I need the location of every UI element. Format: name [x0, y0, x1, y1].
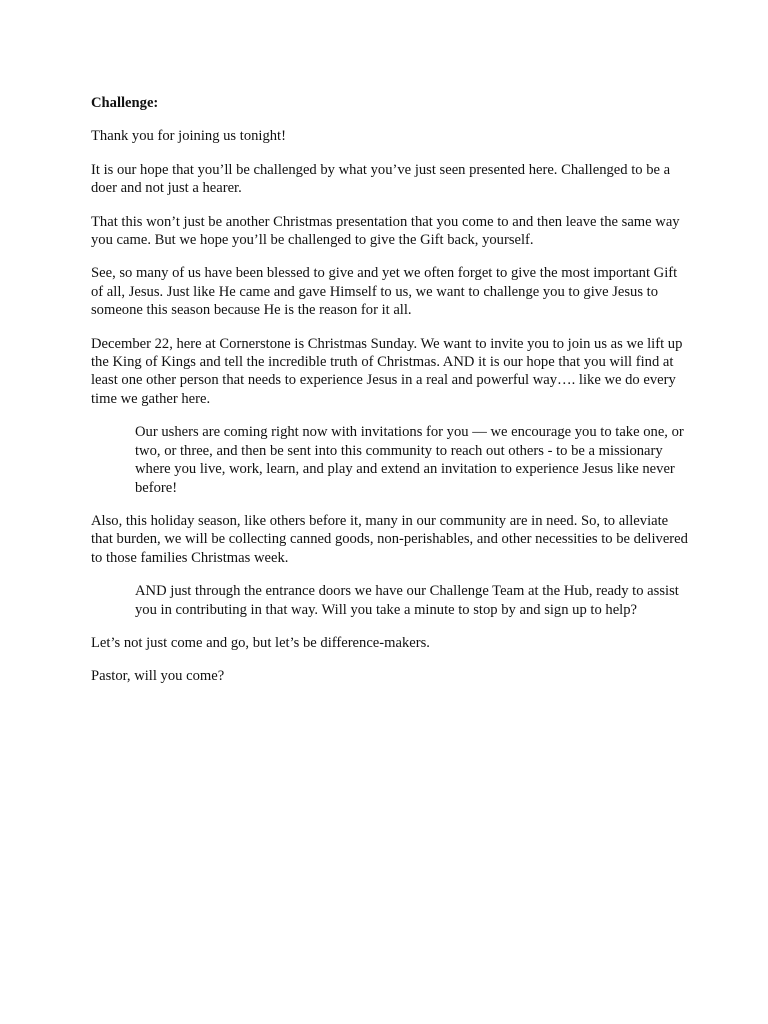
- paragraph-december: December 22, here at Cornerstone is Christmas Sunday. We want to invite you to join us as we lift up the King of Kings and tell the incredible truth of Christmas. AND it is our hope that you will find at least one other person that needs to experience Jesus in a real and powerful way…. like we do every time we gather here.: [91, 335, 683, 407]
- document-heading: Challenge:: [91, 95, 159, 111]
- paragraph-holiday: Also, this holiday season, like others before it, many in our community are in need. So, to alleviate that burden, we will be collecting canned goods, non-perishables, and other necessities to be delivered to those families Christmas week.: [91, 512, 688, 566]
- paragraph-pastor: Pastor, will you come?: [91, 668, 225, 685]
- paragraph-ushers: Our ushers are coming right now with invitations for you — we encourage you to take one, or two, or three, and then be sent into this community to reach out others - to be a missionary where you live, work, learn, and play and extend an invitation to experience Jesus like never before!: [135, 424, 684, 496]
- paragraph-presentation: That this won’t just be another Christmas presentation that you come to and then leave the same way you came. But we hope you’ll be challenged to give the Gift back, yourself.: [91, 213, 680, 249]
- paragraph-gift: See, so many of us have been blessed to give and yet we often forget to give the most important Gift of all, Jesus. Just like He came and gave Himself to us, we want to challenge you to give Jesus to someone this season because He is the reason for it all.: [91, 265, 678, 319]
- paragraph-thanks: Thank you for joining us tonight!: [91, 128, 286, 145]
- paragraph-difference-makers: Let’s not just come and go, but let’s be difference-makers.: [91, 634, 430, 651]
- document-page: [91, 94, 691, 701]
- paragraph-challenge-team: AND just through the entrance doors we have our Challenge Team at the Hub, ready to assist you in contributing in that way. Will you take a minute to stop by and sign up to help?: [135, 583, 679, 618]
- paragraph-hope: It is our hope that you’ll be challenged by what you’ve just seen presented here. Challenged to be a doer and not just a hearer.: [91, 161, 671, 197]
